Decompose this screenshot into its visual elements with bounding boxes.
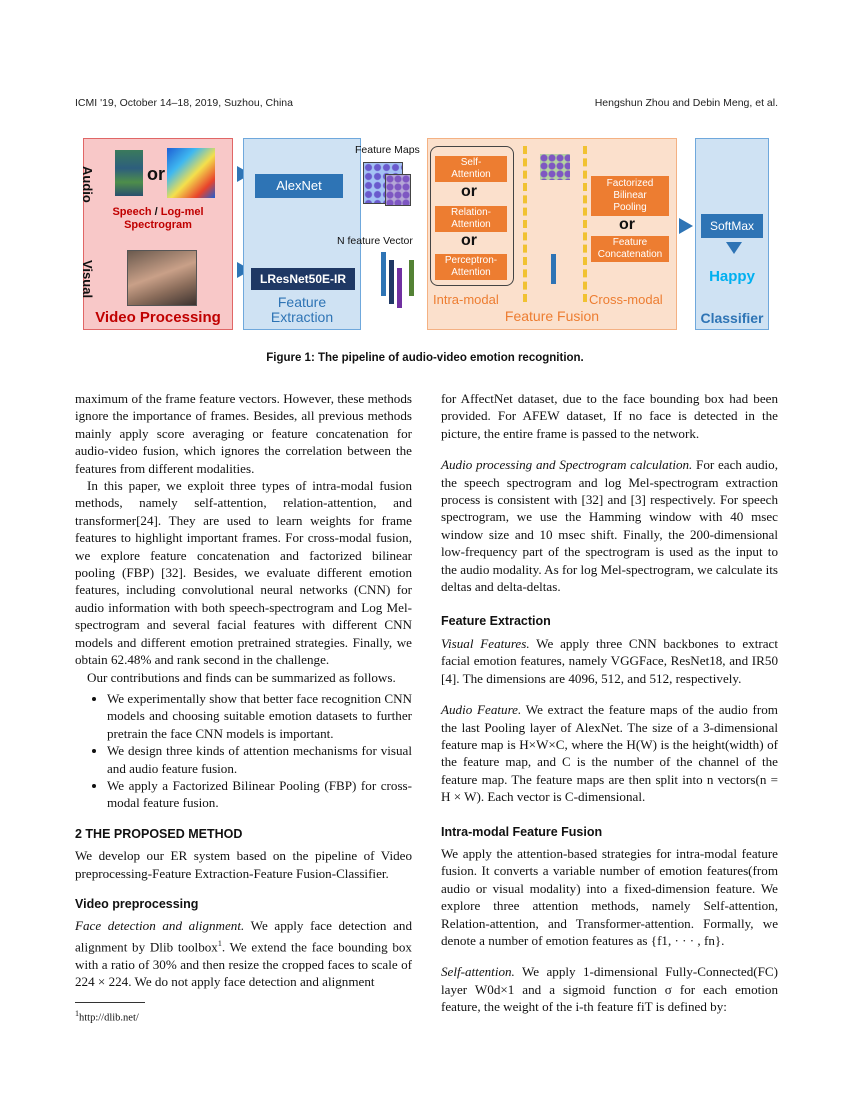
footnote-rule bbox=[75, 1002, 145, 1003]
feature-extraction-title-1: Feature bbox=[277, 294, 327, 310]
feature-vector-bar bbox=[409, 260, 414, 296]
paragraph bbox=[441, 701, 778, 805]
feature-extraction-title bbox=[243, 295, 361, 325]
speech-label: Speech bbox=[112, 206, 152, 218]
paragraph: We apply the attention-based strategies for intra-modal feature fusion. It converts a variable number of emotion features(from audio or visual modality) into a fixed-dimension feature. We explore three attention methods, namely Self-attention, Relation-attention, and Transformer-attention. Formally, we denote a number of emotion features as {f1, · · · , fn}. bbox=[441, 845, 778, 948]
feature-vector-bar bbox=[381, 252, 386, 296]
audio-side-label: Audio bbox=[80, 166, 95, 203]
face-frames-image bbox=[127, 250, 197, 306]
paragraph: for AffectNet dataset, due to the face bounding box had been provided. For AFEW dataset, If no face is detected in the picture, the entire frame is passed to the network. bbox=[441, 391, 778, 441]
paragraph: We develop our ER system based on the pipeline of Video preprocessing-Feature Extraction-Feature Fusion-Classifier. bbox=[75, 848, 412, 881]
or-label-2: or bbox=[461, 232, 477, 249]
list-item: • We experimentally show that better face recognition CNN models and choosing suitable emotion datasets to further pretrain the face CNN models is important. bbox=[107, 690, 412, 742]
video-processing-title: Video Processing bbox=[95, 309, 221, 326]
fbp-label-2: Bilinear bbox=[613, 190, 647, 201]
feature-fusion-title: Feature Fusion bbox=[504, 308, 600, 324]
spectrogram-label: Spectrogram bbox=[124, 219, 192, 231]
footnote bbox=[75, 1005, 412, 1027]
concat-label-1: Feature bbox=[612, 237, 648, 248]
left-column bbox=[75, 390, 412, 1027]
fbp-label-1: Factorized bbox=[606, 178, 654, 189]
happy-label: Happy bbox=[709, 268, 755, 285]
concat-label-2: Concatenation bbox=[597, 249, 663, 260]
feature-maps-label: Feature Maps bbox=[355, 144, 420, 156]
perceptron-attention-label-1: Perceptron- bbox=[444, 255, 498, 266]
paragraph-title: Visual Features. bbox=[441, 635, 530, 651]
logmel-spectrogram-image bbox=[167, 148, 215, 198]
subsection-heading: Intra-modal Feature Fusion bbox=[441, 824, 603, 839]
logmel-label: Log-mel bbox=[160, 206, 204, 218]
footnote-marker: 1 bbox=[217, 938, 222, 948]
self-attention-block bbox=[435, 156, 507, 182]
alexnet-block: AlexNet bbox=[255, 174, 343, 198]
paragraph bbox=[441, 963, 778, 1015]
softmax-block: SoftMax bbox=[701, 214, 763, 238]
running-header-left: ICMI '19, October 14–18, 2019, Suzhou, China bbox=[75, 97, 293, 109]
footnote-number: 1 bbox=[75, 1009, 79, 1019]
concat-block bbox=[591, 236, 669, 262]
paragraph: Our contributions and finds can be summarized as follows. bbox=[87, 669, 396, 685]
attended-feature-cubes bbox=[540, 154, 570, 180]
paragraph-title: Face detection and alignment. bbox=[75, 918, 245, 934]
self-attention-label-1: Self- bbox=[460, 157, 482, 168]
paragraph bbox=[75, 917, 412, 990]
slash-label: / bbox=[154, 206, 158, 218]
feature-extraction-title-2: Extraction bbox=[270, 309, 334, 325]
intra-modal-label: Intra-modal bbox=[433, 292, 499, 307]
perceptron-attention-label-2: Attention bbox=[451, 267, 491, 278]
paragraph bbox=[441, 635, 778, 687]
pipeline-figure bbox=[75, 132, 775, 337]
relation-attention-label-1: Relation- bbox=[450, 207, 492, 218]
lresnet-block: LResNet50E-IR bbox=[251, 268, 355, 290]
paragraph-text: For each audio, the speech spectrogram and log Mel-spectrogram extraction process is consistent with [32] and [3] respectively. For speech spectrogram, we use the Hamming window with 40 msec window size and 10 msec shift. Finally, the 200-dimensional low-frequency part of the spectrogram is used as the input to the audio modality. As for log Mel-spectrogram, we calculate its deltas and delta-deltas. bbox=[441, 457, 778, 595]
fbp-block bbox=[591, 176, 669, 216]
n-feature-vector-label: N feature Vector bbox=[337, 235, 413, 247]
feature-vector-bar bbox=[389, 260, 394, 304]
paragraph bbox=[441, 456, 778, 595]
or-label-1: or bbox=[461, 183, 477, 200]
fbp-label-3: Pooling bbox=[613, 202, 647, 213]
right-column bbox=[441, 390, 778, 1016]
running-header-right: Hengshun Zhou and Debin Meng, et al. bbox=[594, 97, 778, 109]
list-item: • We design three kinds of attention mechanisms for visual and audio feature fusion. bbox=[107, 742, 412, 777]
relation-attention-block bbox=[435, 206, 507, 232]
relation-attention-label-2: Attention bbox=[451, 219, 491, 230]
fusion-divider bbox=[523, 146, 527, 302]
subsection-heading: Video preprocessing bbox=[75, 896, 199, 911]
or-label-3: or bbox=[619, 216, 635, 233]
classifier-title: Classifier bbox=[700, 310, 764, 326]
feature-maps-grid-split bbox=[385, 174, 411, 206]
subsection-heading: Feature Extraction bbox=[441, 614, 551, 629]
paragraph-text: We apply 1-dimensional Fully-Connected(FC) layer W0d×1 and a sigmoid function σ for each emotion feature, the weight of the i-th feature fiT is defined by: bbox=[441, 964, 778, 1015]
paragraph-title: Audio processing and Spectrogram calculation. bbox=[441, 457, 693, 473]
fusion-divider bbox=[583, 146, 587, 302]
spectrogram-caption bbox=[85, 206, 231, 232]
or-label-audio: or bbox=[147, 164, 165, 184]
self-attention-label-2: Attention bbox=[451, 169, 491, 180]
paragraph-text: We extract the feature maps of the audio from the last Pooling layer of AlexNet. The size of a 3-dimensional feature map is H×W×C, where the H(W) is the height(width) of the feature map, and C is the number of the channel of the feature map. The feature maps are then split into n vectors(n = H × W). Each vector is C-dimensional. bbox=[441, 702, 778, 805]
visual-side-label: Visual bbox=[80, 260, 95, 299]
arrow-icon bbox=[679, 218, 693, 234]
paragraph: maximum of the frame feature vectors. However, these methods ignore the importance of frames. Besides, all previous methods mainly apply score averaging or feature concatenation for audio-video fusion, which ignores the correlation between the features from different modalities. bbox=[75, 391, 412, 476]
contributions-list bbox=[75, 690, 412, 812]
footnote-text: http://dlib.net/ bbox=[79, 1012, 139, 1024]
cross-modal-label: Cross-modal bbox=[589, 292, 663, 307]
paragraph-title: Self-attention. bbox=[441, 964, 515, 980]
paragraph-text: We apply three CNN backbones to extract facial emotion features, namely VGGFace, ResNet18, and IR50 [4]. The dimensions are 4096, 512, and 512, respectively. bbox=[441, 635, 778, 686]
perceptron-attention-block bbox=[435, 254, 507, 280]
list-item: • We apply a Factorized Bilinear Pooling (FBP) for cross-modal feature fusion. bbox=[107, 777, 412, 812]
paragraph-text: . We extend the face bounding box with a ratio of 30% and then resize the cropped faces to scale of 224 × 224. We do not apply face detection and alignment bbox=[75, 939, 412, 989]
figure-caption: Figure 1: The pipeline of audio-video emotion recognition. bbox=[266, 352, 584, 364]
speech-spectrogram-image bbox=[115, 150, 143, 196]
down-arrow-icon bbox=[726, 242, 742, 254]
attended-feature-bar bbox=[551, 254, 556, 284]
paragraph: In this paper, we exploit three types of intra-modal fusion methods, namely self-attention, relation-attention, and transformer[24]. They are used to learn weights for frame features to highlight important frames. For cross-modal fusion, we explore feature concatenation and factorized bilinear pooling (FBP) [32]. Besides, we evaluate different emotion features, including convolutional neural networks (CNN) for audio information with both speech-spectrogram and Log Mel-spectrogram and several facial features with different CNN models and different emotion pretrained strategies. Finally, we obtain 62.48% and rank second in the challenge. bbox=[75, 478, 412, 668]
paragraph-text: We apply face detection and alignment by Dlib toolbox bbox=[75, 918, 412, 955]
feature-vector-bar bbox=[397, 268, 402, 308]
paragraph-title: Audio Feature. bbox=[441, 702, 522, 718]
section-heading: 2 THE PROPOSED METHOD bbox=[75, 826, 243, 841]
